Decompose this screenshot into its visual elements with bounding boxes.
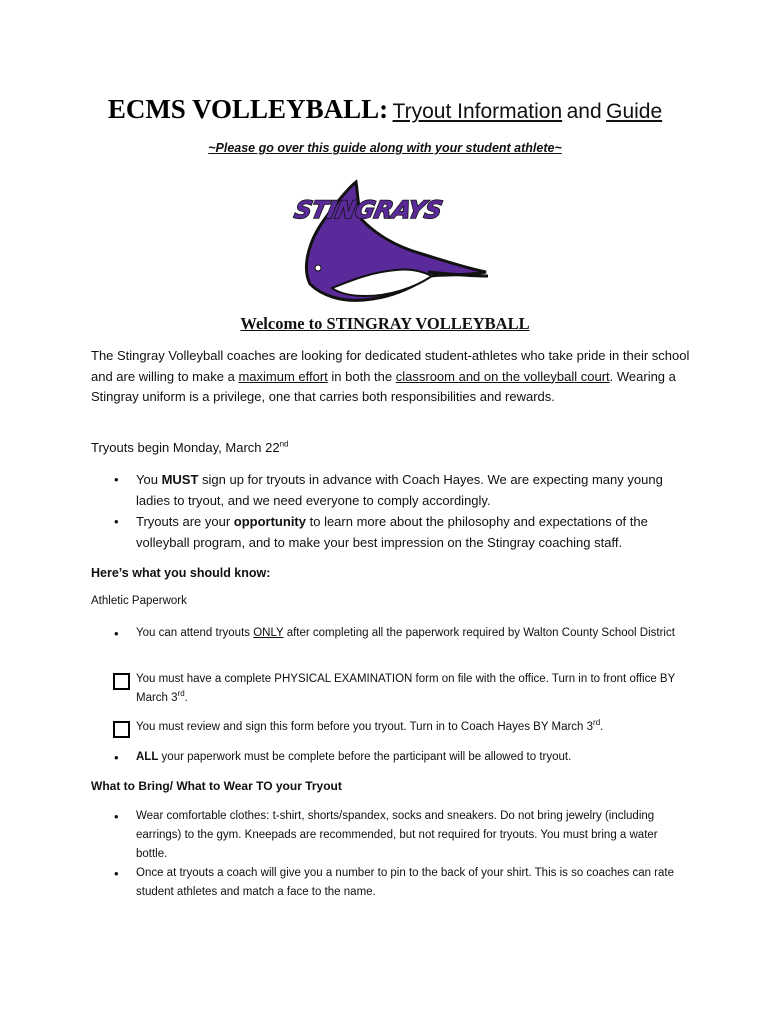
list-item: • ALL your paperwork must be complete before the participant will be allowed to tryout.	[114, 750, 572, 765]
intro-paragraph: The Stingray Volleyball coaches are looking for dedicated student-athletes who take pride in their school and are willing to make a maximum effort in both the classroom and on the volleyball court. Wearing a Stingray uniform is a privilege, one that carries both responsibilities and rewards.	[91, 348, 690, 404]
checkbox[interactable]	[113, 721, 130, 738]
list-item: • You can attend tryouts ONLY after completing all the paperwork required by Walton County School District	[114, 626, 675, 641]
paperwork-bullet-list-2	[91, 748, 691, 767]
know-heading: Here’s what you should know:	[91, 566, 271, 580]
tryouts-begin-line: Tryouts begin Monday, March 22nd	[91, 439, 289, 455]
page-title	[0, 94, 770, 125]
logo-text: STINGRAYS	[291, 195, 445, 224]
list-item: • Once at tryouts a coach will give you a number to pin to the back of your shirt. This is so coaches can rate student athletes and match a face to the name.	[114, 866, 675, 898]
bring-heading: What to Bring/ What to Wear TO your Tryout	[91, 779, 342, 793]
document-page: ECMS VOLLEYBALL: Tryout Information and Guide ~Please go over this guide along with your student athlete~ STINGRAYS Welcome to STINGRAY VOLLEYBALL The Stingray Volleyball coaches are looking for dedicated student-athletes who take pride in their school and are willing to make a maximum effort in both the classroom and on the volleyball court. Wearing a Stingray uniform is a privilege, one that carries both responsibilities and rewards. Tryouts begin Monday, March 22nd • You MUST sign up for tryouts in advance with Coach Hayes. We are expecting many young ladies to tryout, and we need everyone to comply accordingly. • Tryouts are your opportunity to learn more about the philosophy and expectations of the volleyball program, and to make your best impression on the Stingray coaching staff. Here’s what you should know: Athletic Paperwork • You can attend tryouts ONLY after completing all the paperwork required by Walton County School District You must have a complete PHYSICAL EXAMINATION form on file with the office. Turn in to front office BY March 3rd. You must review and sign this form before you tryout. Turn in to Coach Hayes BY March 3rd. • ALL your paperwork must be complete before the participant will be allowed to tryout. What to Bring/ What to Wear TO your Tryout • Wear comfortable clothes: t-shirt, shorts/spandex, socks and sneakers. Do not bring jewelry (including earrings) to the gym. Kneepads are recommended, but not required for tryouts. You must bring a water bottle. • Once at tryouts a coach will give you a number to pin to the back of your shirt. This is so coaches can rate student athletes and match a face to the name.	[0, 0, 770, 1024]
maximum-effort-text: maximum effort	[238, 368, 328, 384]
title-and: and	[566, 100, 602, 123]
paperwork-bullet-list	[91, 624, 691, 643]
bullet-icon: •	[114, 809, 119, 824]
tryout-bullet-list	[91, 470, 691, 554]
title-guide: Guide	[606, 100, 663, 123]
classroom-court-text: classroom and on the volleyball court	[395, 368, 610, 384]
bullet-icon: •	[114, 626, 119, 641]
list-item: • Tryouts are your opportunity to learn more about the philosophy and expectations of the volleyball program, and to make your best impression on the Stingray coaching staff.	[114, 514, 648, 550]
list-item: • You MUST sign up for tryouts in advance with Coach Hayes. We are expecting many young ladies to tryout, and we need everyone to comply accordingly.	[114, 472, 663, 508]
bullet-icon: •	[114, 866, 119, 881]
paperwork-label: Athletic Paperwork	[91, 595, 187, 607]
list-item: • Wear comfortable clothes: t-shirt, shorts/spandex, socks and sneakers. Do not bring jewelry (including earrings) to the gym. Kneepads are recommended, but not required for tryouts. You must bring a water bottle.	[114, 809, 658, 860]
bullet-icon: •	[114, 472, 119, 487]
bullet-icon: •	[114, 750, 119, 765]
bullet-icon: •	[114, 514, 119, 529]
page-subtitle: ~Please go over this guide along with your student athlete~	[208, 141, 562, 155]
title-tryout-information: Tryout Information	[392, 100, 563, 123]
welcome-heading: Welcome to STINGRAY VOLLEYBALL	[240, 314, 530, 333]
title-main: ECMS VOLLEYBALL:	[107, 94, 389, 124]
checkbox[interactable]	[113, 673, 130, 690]
bring-bullet-list	[91, 807, 691, 902]
stingray-logo-icon	[272, 176, 490, 304]
